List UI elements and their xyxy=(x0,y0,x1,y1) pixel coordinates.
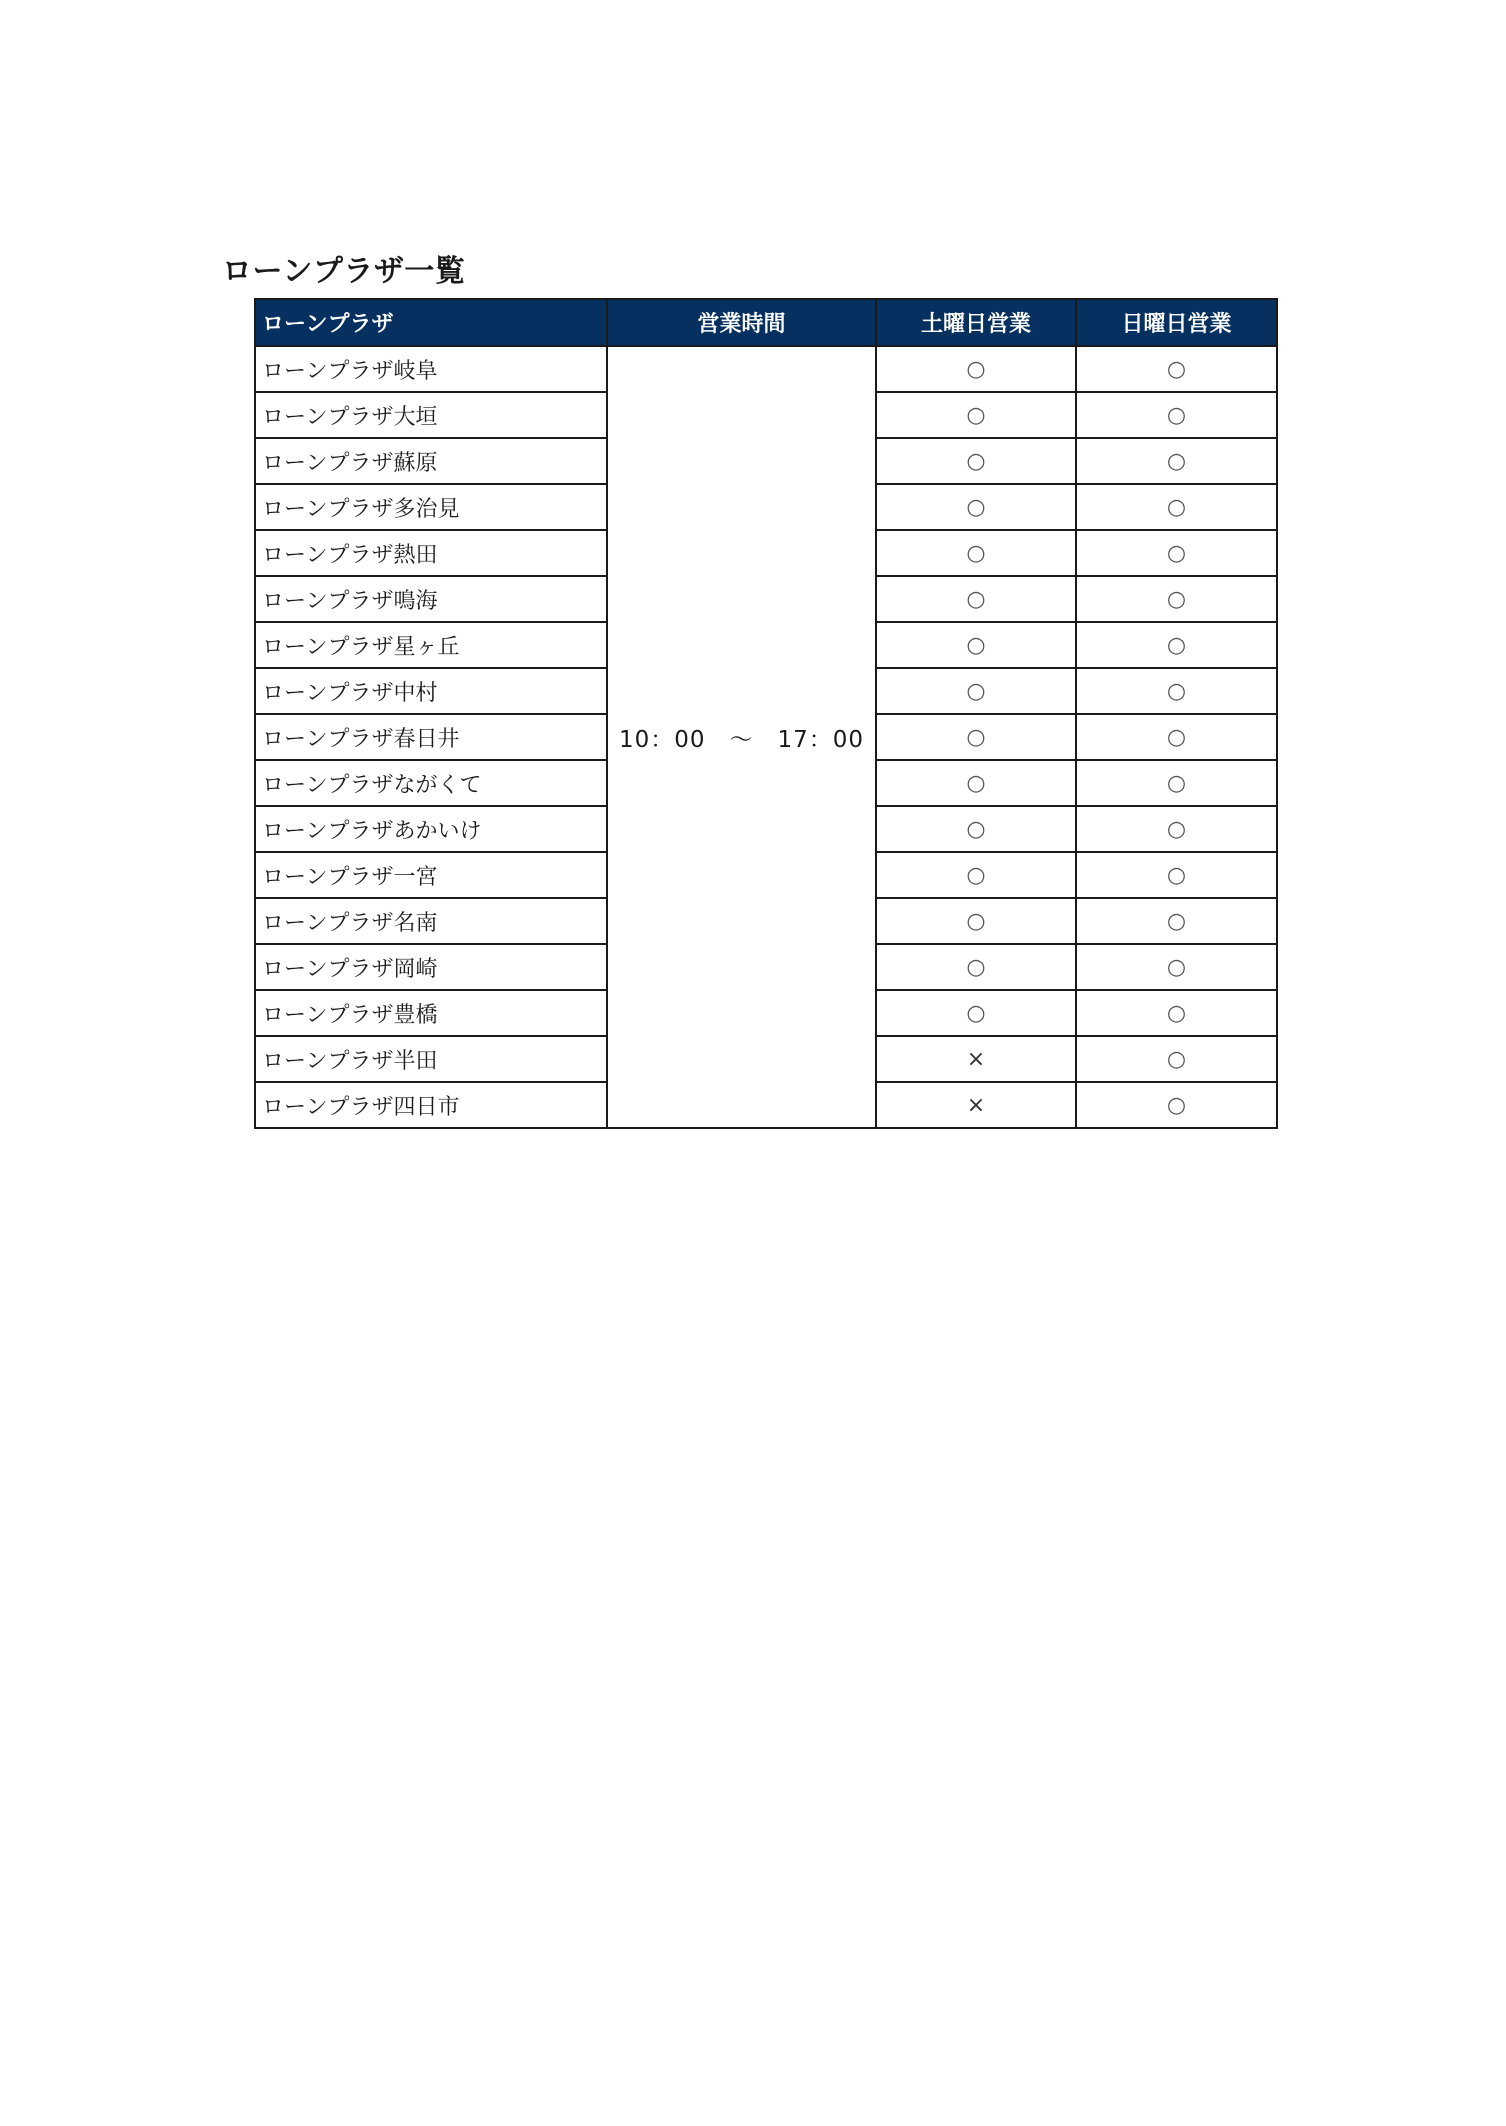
saturday-status-cell: ○ xyxy=(876,990,1076,1036)
plaza-name-cell: ローンプラザながくて xyxy=(255,760,607,806)
sunday-status-cell: ○ xyxy=(1076,1082,1277,1128)
sunday-status-cell: ○ xyxy=(1076,714,1277,760)
table-body xyxy=(255,346,1277,1128)
plaza-name-cell: ローンプラザ熱田 xyxy=(255,530,607,576)
sunday-status-cell: ○ xyxy=(1076,760,1277,806)
sunday-status-cell: ○ xyxy=(1076,806,1277,852)
plaza-name-cell: ローンプラザ鳴海 xyxy=(255,576,607,622)
saturday-status-cell: ○ xyxy=(876,392,1076,438)
saturday-status-cell: ○ xyxy=(876,530,1076,576)
plaza-name-cell: ローンプラザ多治見 xyxy=(255,484,607,530)
sunday-status-cell: ○ xyxy=(1076,438,1277,484)
saturday-status-cell: ○ xyxy=(876,944,1076,990)
header-business-hours: 営業時間 xyxy=(607,299,876,346)
saturday-status-cell: ○ xyxy=(876,576,1076,622)
plaza-name-cell: ローンプラザ豊橋 xyxy=(255,990,607,1036)
saturday-status-cell: ○ xyxy=(876,346,1076,392)
saturday-status-cell: ○ xyxy=(876,484,1076,530)
plaza-name-cell: ローンプラザあかいけ xyxy=(255,806,607,852)
plaza-name-cell: ローンプラザ岡崎 xyxy=(255,944,607,990)
plaza-name-cell: ローンプラザ名南 xyxy=(255,898,607,944)
sunday-status-cell: ○ xyxy=(1076,484,1277,530)
plaza-name-cell: ローンプラザ星ヶ丘 xyxy=(255,622,607,668)
plaza-name-cell: ローンプラザ春日井 xyxy=(255,714,607,760)
sunday-status-cell: ○ xyxy=(1076,576,1277,622)
plaza-name-cell: ローンプラザ大垣 xyxy=(255,392,607,438)
header-sunday-business: 日曜日営業 xyxy=(1076,299,1277,346)
sunday-status-cell: ○ xyxy=(1076,944,1277,990)
saturday-status-cell: ○ xyxy=(876,714,1076,760)
saturday-status-cell: × xyxy=(876,1036,1076,1082)
plaza-name-cell: ローンプラザ四日市 xyxy=(255,1082,607,1128)
business-hours-cell: 10：00 ～ 17：00 xyxy=(607,346,876,1128)
plaza-name-cell: ローンプラザ中村 xyxy=(255,668,607,714)
sunday-status-cell: ○ xyxy=(1076,852,1277,898)
saturday-status-cell: ○ xyxy=(876,760,1076,806)
sunday-status-cell: ○ xyxy=(1076,668,1277,714)
sunday-status-cell: ○ xyxy=(1076,346,1277,392)
table-row xyxy=(255,346,1277,392)
saturday-status-cell: ○ xyxy=(876,898,1076,944)
plaza-name-cell: ローンプラザ岐阜 xyxy=(255,346,607,392)
saturday-status-cell: ○ xyxy=(876,438,1076,484)
sunday-status-cell: ○ xyxy=(1076,898,1277,944)
saturday-status-cell: ○ xyxy=(876,806,1076,852)
plaza-name-cell: ローンプラザ一宮 xyxy=(255,852,607,898)
page-title: ローンプラザ一覧 xyxy=(222,254,466,289)
sunday-status-cell: ○ xyxy=(1076,392,1277,438)
sunday-status-cell: ○ xyxy=(1076,622,1277,668)
saturday-status-cell: ○ xyxy=(876,622,1076,668)
loan-plaza-table xyxy=(254,298,1278,1129)
plaza-name-cell: ローンプラザ蘇原 xyxy=(255,438,607,484)
plaza-name-cell: ローンプラザ半田 xyxy=(255,1036,607,1082)
sunday-status-cell: ○ xyxy=(1076,1036,1277,1082)
table-header-row xyxy=(255,299,1277,346)
header-saturday-business: 土曜日営業 xyxy=(876,299,1076,346)
header-plaza-name: ローンプラザ xyxy=(255,299,607,346)
saturday-status-cell: ○ xyxy=(876,668,1076,714)
sunday-status-cell: ○ xyxy=(1076,990,1277,1036)
sunday-status-cell: ○ xyxy=(1076,530,1277,576)
saturday-status-cell: × xyxy=(876,1082,1076,1128)
saturday-status-cell: ○ xyxy=(876,852,1076,898)
